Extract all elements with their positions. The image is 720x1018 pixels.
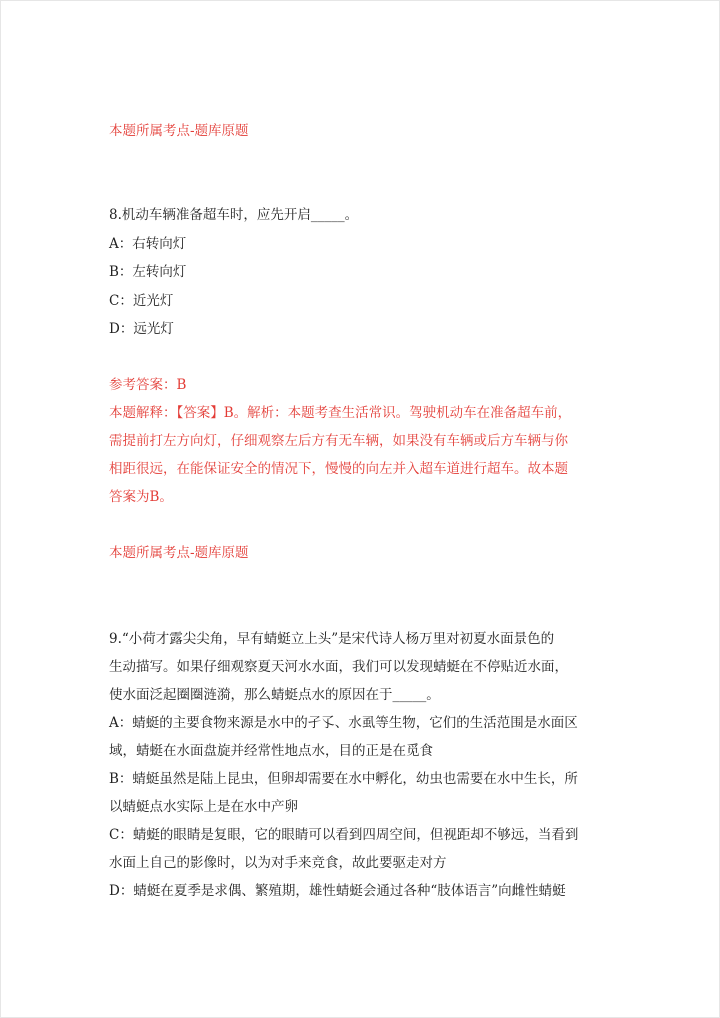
explanation-line: 需提前打左方向灯，仔细观察左后方有无车辆，如果没有车辆或后方车辆与你 bbox=[109, 433, 568, 449]
question-9-stem-line: 使水面泛起圈圈涟漪，那么蜻蜓点水的原因在于_____。 bbox=[109, 687, 440, 703]
topic-note-top bbox=[109, 117, 609, 145]
option-c: C：近光灯 bbox=[109, 292, 174, 309]
question-8-answer bbox=[109, 371, 609, 511]
option-line: 域，蜻蜓在水面盘旋并经常性地点水，目的正是在觅食 bbox=[109, 743, 433, 759]
option-d: D：远光灯 bbox=[109, 321, 174, 337]
topic-note-text: 本题所属考点-题库原题 bbox=[109, 123, 249, 139]
explanation-line: 相距很远，在能保证安全的情况下，慢慢的向左并入超车道进行超车。故本题 bbox=[109, 461, 568, 477]
explanation-line: 答案为B。 bbox=[109, 489, 173, 505]
question-9-stem-line: 生动描写。如果仔细观察夏天河水水面，我们可以发现蜻蜓在不停贴近水面， bbox=[109, 659, 568, 675]
topic-note-q8 bbox=[109, 539, 609, 567]
question-8-stem: 8.机动车辆准备超车时，应先开启_____。 bbox=[109, 207, 359, 223]
question-9-stem-line: 9.“小荷才露尖尖角，早有蜻蜓立上头”是宋代诗人杨万里对初夏水面景色的 bbox=[109, 631, 555, 647]
option-a: A：右转向灯 bbox=[109, 235, 187, 252]
option-line: D：蜻蜓在夏季是求偶、繁殖期，雄性蜻蜓会通过各种“肢体语言”向雌性蜻蜓 bbox=[109, 883, 566, 899]
topic-note-text: 本题所属考点-题库原题 bbox=[109, 545, 249, 561]
answer-line: 参考答案：B bbox=[109, 377, 187, 393]
option-b: B：左转向灯 bbox=[109, 264, 187, 280]
option-line: A：蜻蜓的主要食物来源是水中的孑孓、水虱等生物，它们的生活范围是水面区 bbox=[109, 715, 578, 731]
option-line: 以蜻蜓点水实际上是在水中产卵 bbox=[109, 799, 298, 815]
question-9 bbox=[109, 625, 609, 905]
question-8 bbox=[109, 201, 609, 344]
option-line: 水面上自己的影像时，以为对手来竞食，故此要驱走对方 bbox=[109, 855, 447, 871]
explanation-line: 本题解释：【答案】B。解析：本题考查生活常识。驾驶机动车在准备超车前， bbox=[109, 405, 572, 421]
option-line: B：蜻蜓虽然是陆上昆虫，但卵却需要在水中孵化，幼虫也需要在水中生长，所 bbox=[109, 771, 578, 787]
option-line: C：蜻蜓的眼睛是复眼，它的眼睛可以看到四周空间，但视距却不够远，当看到 bbox=[109, 827, 579, 843]
